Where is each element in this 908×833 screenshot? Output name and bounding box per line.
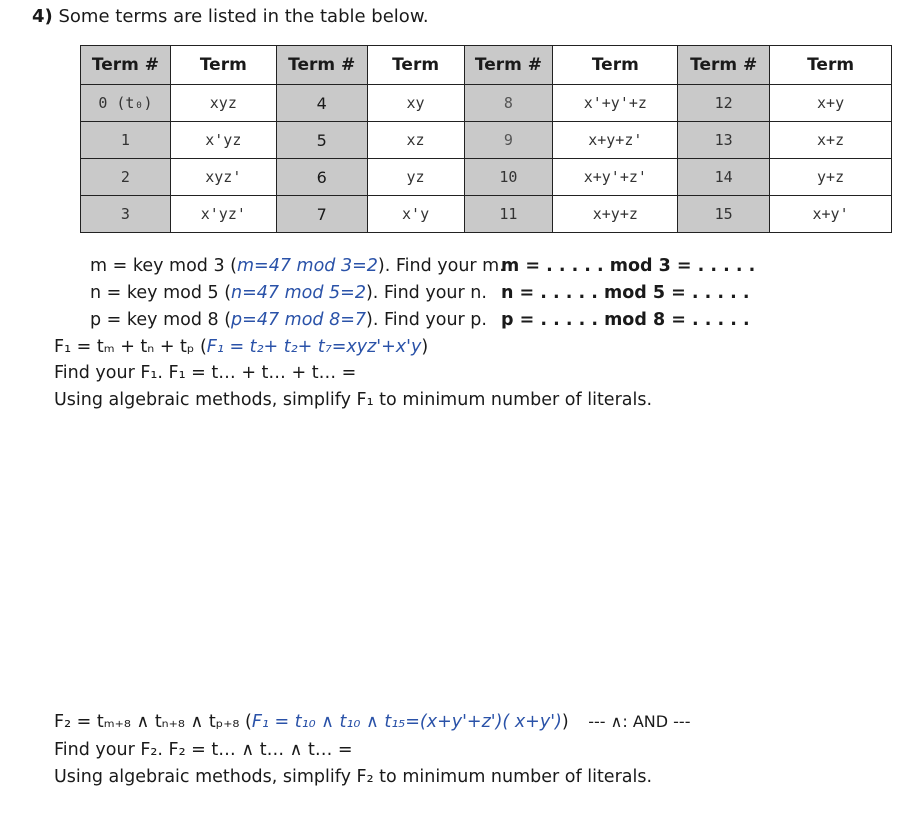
term-number-cell: 14 xyxy=(678,159,770,196)
term-cell: x+y xyxy=(770,85,892,122)
term-cell: x'yz xyxy=(170,122,276,159)
terms-table xyxy=(80,45,892,233)
table-row xyxy=(81,122,892,159)
f2-definition: F₂ = tₘ₊₈ ∧ tₙ₊₈ ∧ tₚ₊₈ ( xyxy=(54,712,252,732)
term-number-cell: 3 xyxy=(81,196,171,233)
m-example: m=47 mod 3=2 xyxy=(236,256,378,276)
header-cell: Term xyxy=(770,46,892,85)
m-definition: m = key mod 3 ( xyxy=(90,256,237,276)
term-number-cell: 2 xyxy=(81,159,171,196)
m-line xyxy=(90,256,756,276)
m-find: ). Find your m. xyxy=(377,256,505,276)
question-text: Some terms are listed in the table below. xyxy=(52,6,429,27)
term-cell: x'y xyxy=(367,196,464,233)
p-example: p=47 mod 8=7 xyxy=(231,310,367,330)
header-cell: Term xyxy=(170,46,276,85)
term-cell: x+z xyxy=(770,122,892,159)
question-number: 4) xyxy=(32,6,53,27)
term-number-cell: 0 (t₀) xyxy=(81,85,171,122)
term-cell: y+z xyxy=(770,159,892,196)
term-number-cell: 11 xyxy=(464,196,553,233)
header-cell: Term xyxy=(553,46,678,85)
term-cell: xz xyxy=(367,122,464,159)
f2-example: F₁ = t₁₀ ∧ t₁₀ ∧ t₁₅=(x+y'+z')( x+y') xyxy=(251,712,562,732)
n-line xyxy=(90,283,750,303)
header-cell: Term # xyxy=(276,46,367,85)
term-cell: x+y' xyxy=(770,196,892,233)
term-number-cell: 7 xyxy=(276,196,367,233)
header-cell: Term # xyxy=(678,46,770,85)
term-cell: x'yz' xyxy=(170,196,276,233)
p-line xyxy=(90,310,750,330)
f1-simplify-line: Using algebraic methods, simplify F₁ to minimum number of literals. xyxy=(54,390,653,410)
f2-close: ) xyxy=(561,712,569,732)
f2-find-line: Find your F₂. F₂ = t… ∧ t… ∧ t… = xyxy=(54,740,353,760)
question-title xyxy=(32,6,429,27)
term-cell: x+y'+z' xyxy=(553,159,678,196)
term-number-cell: 15 xyxy=(678,196,770,233)
f2-simplify-line: Using algebraic methods, simplify F₂ to minimum number of literals. xyxy=(54,767,653,787)
header-cell: Term # xyxy=(464,46,553,85)
f1-example: F₁ = t₂+ t₂+ t₇=xyz'+x'y xyxy=(206,337,422,357)
f1-find-line: Find your F₁. F₁ = t… + t… + t… = xyxy=(54,363,357,383)
m-answer: m = . . . . . mod 3 = . . . . . xyxy=(501,256,756,276)
term-cell: xyz' xyxy=(170,159,276,196)
term-cell: xy xyxy=(367,85,464,122)
n-definition: n = key mod 5 ( xyxy=(90,283,232,303)
f1-definition-line xyxy=(54,337,428,357)
header-cell: Term xyxy=(367,46,464,85)
header-cell: Term # xyxy=(81,46,171,85)
term-number-cell: 12 xyxy=(678,85,770,122)
n-example: n=47 mod 5=2 xyxy=(231,283,366,303)
term-number-cell: 8 xyxy=(464,85,553,122)
f2-note: --- ∧: AND --- xyxy=(588,712,691,731)
term-number-cell: 10 xyxy=(464,159,553,196)
table-row xyxy=(81,196,892,233)
term-cell: x'+y'+z xyxy=(553,85,678,122)
p-find: ). Find your p. xyxy=(366,310,487,330)
term-number-cell: 1 xyxy=(81,122,171,159)
p-answer: p = . . . . . mod 8 = . . . . . xyxy=(501,310,750,330)
term-number-cell: 5 xyxy=(276,122,367,159)
f1-close: ) xyxy=(421,337,429,357)
table-header-row xyxy=(81,46,892,85)
table-row xyxy=(81,85,892,122)
n-find: ). Find your n. xyxy=(365,283,487,303)
term-cell: x+y+z xyxy=(553,196,678,233)
term-number-cell: 4 xyxy=(276,85,367,122)
term-cell: x+y+z' xyxy=(553,122,678,159)
term-number-cell: 13 xyxy=(678,122,770,159)
f1-definition: F₁ = tₘ + tₙ + tₚ ( xyxy=(54,337,207,357)
term-cell: xyz xyxy=(170,85,276,122)
n-answer: n = . . . . . mod 5 = . . . . . xyxy=(501,283,750,303)
term-number-cell: 9 xyxy=(464,122,553,159)
p-definition: p = key mod 8 ( xyxy=(90,310,232,330)
term-cell: yz xyxy=(367,159,464,196)
term-number-cell: 6 xyxy=(276,159,367,196)
table-row xyxy=(81,159,892,196)
f2-definition-line xyxy=(54,712,690,732)
